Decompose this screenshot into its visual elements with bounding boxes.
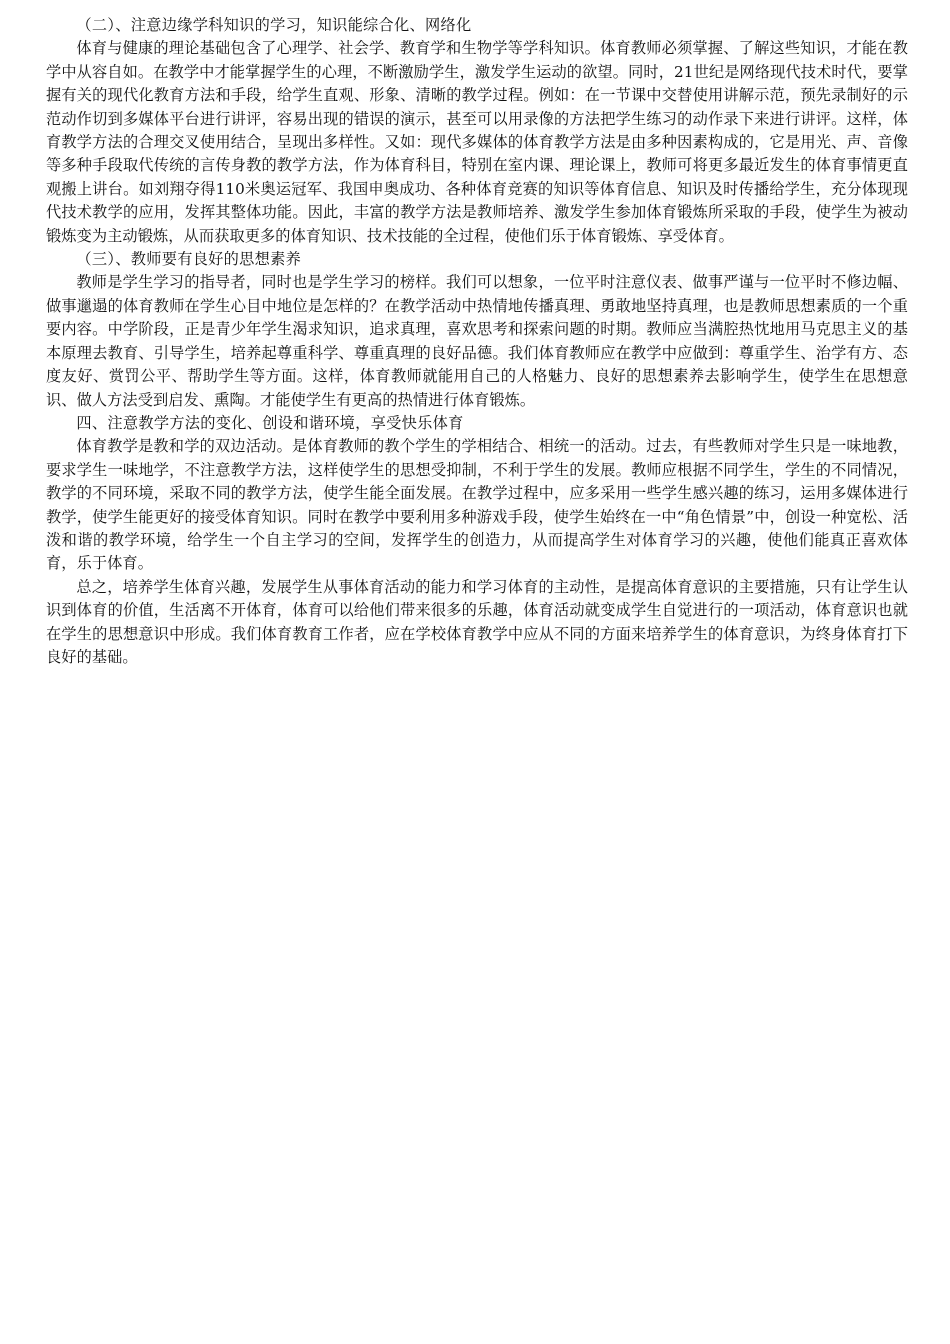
section-heading-3: （三）、教师要有良好的思想素养 [76, 250, 302, 269]
section-heading-2: （二）、注意边缘学科知识的学习，知识能综合化、网络化 [76, 16, 472, 34]
section-heading-4: 四、注意教学方法的变化、创设和谐环境，享受快乐体育 [76, 413, 464, 432]
body-paragraph: 教师是学生学习的指导者，同时也是学生学习的榜样。我们可以想象，一位平时注意仪表、做事严谨与一位平时不修边幅、做事邋遢的体育教师在学生心目中地位是怎样的？在教学活动中热情地传播真理、勇敢地坚持真理，也是教师思想素质的一个重要内容。中学阶段，正是青少年学生渴求知识，追求真理，喜欢思考和探索问题的时期。教师应当满腔热忱地用马克思主义的基本原理去教育、引导学生，培养起尊重科学、尊重真理的良好品德。我们体育教师应在教学中应做到：尊重学生、治学有方、态度友好、赏罚公平、帮助学生等方面。这样，体育教师就能用自己的人格魅力、良好的思想素养去影响学生，使学生在思想意识、做人方法受到启发、熏陶。才能使学生有更高的热情进行体育锻炼。 [46, 273, 908, 409]
conclusion-paragraph: 总之，培养学生体育兴趣，发展学生从事体育活动的能力和学习体育的主动性，是提高体育意识的主要措施，只有让学生认识到体育的价值，生活离不开体育，体育可以给他们带来很多的乐趣，体育活动就变成学生自觉进行的一项活动，体育意识也就在学生的思想意识中形成。我们体育教育工作者，应在学校体育教学中应从不同的方面来培养学生的体育意识，为终身体育打下良好的基础。 [46, 577, 908, 666]
body-paragraph: 体育教学是教和学的双边活动。是体育教师的教个学生的学相结合、相统一的活动。过去，有些教师对学生只是一味地教，要求学生一味地学，不注意教学方法，这样使学生的思想受抑制，不利于学生的发展。教师应根据不同学生，学生的不同情况，教学的不同环境，采取不同的教学方法，使学生能全面发展。在教学过程中，应多采用一些学生感兴趣的练习，运用多媒体进行教学，使学生能更好的接受体育知识。同时在教学中要利用多种游戏手段，使学生始终在一中“角色情景”中，创设一种宽松、活泼和谐的教学环境，给学生一个自主学习的空间，发挥学生的创造力，从而提高学生对体育学习的兴趣，使他们能真正喜欢体育，乐于体育。 [46, 437, 908, 573]
body-paragraph: 体育与健康的理论基础包含了心理学、社会学、教育学和生物学等学科知识。体育教师必须掌握、了解这些知识，才能在教学中从容自如。在教学中才能掌握学生的心理，不断激励学生，激发学生运动的欲望。同时，21世纪是网络现代技术时代，要掌握有关的现代化教育方法和手段，给学生直观、形象、清晰的教学过程。例如：在一节课中交替使用讲解示范，预先录制好的示范动作切到多媒体平台进行讲评，容易出现的错误的演示，甚至可以用录像的方法把学生练习的动作录下来进行讲评。这样，体育教学方法的合理交叉使用结合，呈现出多样性。又如：现代多媒体的体育教学方法是由多种因素构成的，它是用光、声、音像等多种手段取代传统的言传身教的教学方法，作为体育科目，特别在室内课、理论课上，教师可将更多最近发生的体育事情更直观搬上讲台。如刘翔夺得110米奥运冠军、我国申奥成功、各种体育竞赛的知识等体育信息、知识及时传播给学生，充分体现现代技术教学的应用，发挥其整体功能。因此，丰富的教学方法是教师培养、激发学生参加体育锻炼所采取的手段，使学生为被动锻炼变为主动锻炼，从而获取更多的体育知识、技术技能的全过程，使他们乐于体育锻炼、享受体育。 [46, 39, 908, 245]
document-page [46, 14, 908, 669]
